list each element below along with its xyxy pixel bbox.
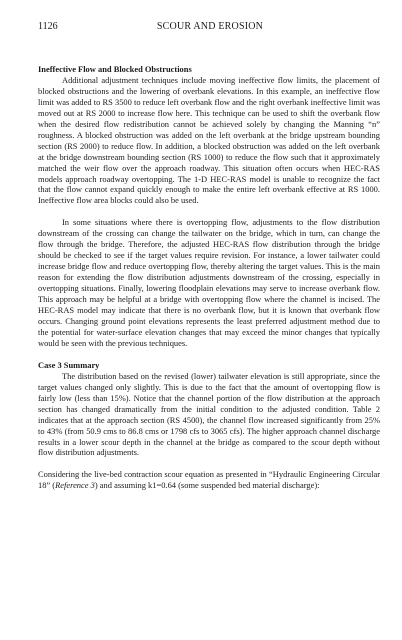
paragraph-overtopping: In some situations where there is overtopping flow, adjustments to the flow distribution downstream of the crossing can change the tailwater on the bridge, which in turn, can change the flow through the bridge. Therefore, the adjusted HEC-RAS flow distribution through the bridge should be checked to see if the target values require revision. For instance, a lower tailwater could increase bridge flow and reduce overtopping flow, thereby altering the target values. This is the main reason for extending the flow distribution adjustments downstream of the crossing, especially in overtopping situations. Finally, lowering floodplain elevations may serve to increase overbank flow. This approach may be helpful at a bridge with overtopping flow where the channel is incised. The HEC-RAS model may indicate that there is no overbank flow, but it is known that overbank flow occurs. Changing ground point elevations represents the least preferred adjustment method due to the potential for water-surface elevation changes that may exceed the minor changes that typically would be seen with the previous techniques. [38,217,380,348]
body-text [38,64,380,491]
paragraph-spacer [38,206,380,217]
paragraph-ineffective-flow: Additional adjustment techniques include moving ineffective flow limits, the placement of blocked obstructions and the lowering of overbank elevations. In this example, an ineffective flow limit was added to RS 3500 to reduce left overbank flow and the right overbank ineffective limit was moved out at RS 2000 to increase flow here. This technique can be used to shift the overbank flow when the desired flow redistribution cannot be achieved solely by changing the Manning “n” roughness. A blocked obstruction was added on the left overbank at the bridge upstream bounding section (RS 2000) to reduce flow. In addition, a blocked obstruction was added on the left overbank at the bridge downstream bounding section (RS 1000) to reduce the flow such that it approximately matched the weir flow over the approach roadway. This situation often occurs when HEC-RAS models approach roadway overtopping. The 1-D HEC-RAS model is unable to recognize the fact that the flow cannot expand quickly enough to make the entire left overbank effective at RS 1000. Ineffective flow area blocks could also be used. [38,74,380,206]
reference-citation: Reference 3 [55,480,95,491]
paragraph-case3-summary: The distribution based on the revised (lower) tailwater elevation is still appropriate, since the target values changed only slightly. This is due to the fact that the amount of overtopping flow is fairly low (less than 15%). Notice that the channel portion of the flow distribution at the approach section has changed dramatically from the initial condition to the adjusted condition. Table 2 indicates that at the approach section (RS 4500), the channel flow increased significantly from 25% to 43% (from 50.9 cms to 86.8 cms or 1798 cfs to 3065 cfs). The higher approach channel discharge results in a lower scour depth in the channel at the bridge as compared to the scour depth without flow distribution adjustments. [38,370,380,458]
paragraph-spacer [38,349,380,360]
section-heading-case3-summary: Case 3 Summary [38,359,100,370]
page-header [38,20,382,34]
live-bed-text-after: ) and assuming k1=0.64 (some suspended bed material discharge): [94,480,320,491]
running-title: SCOUR AND EROSION [156,21,264,32]
paragraph-live-bed-scour [38,469,380,491]
page-number: 1126 [38,21,58,32]
live-bed-text-before: Considering the live-bed contraction scour equation as presented in “Hydraulic Engineering Circular 18” ( [38,469,380,491]
paragraph-spacer [38,458,380,469]
section-heading-ineffective-flow: Ineffective Flow and Blocked Obstructions [38,64,192,74]
